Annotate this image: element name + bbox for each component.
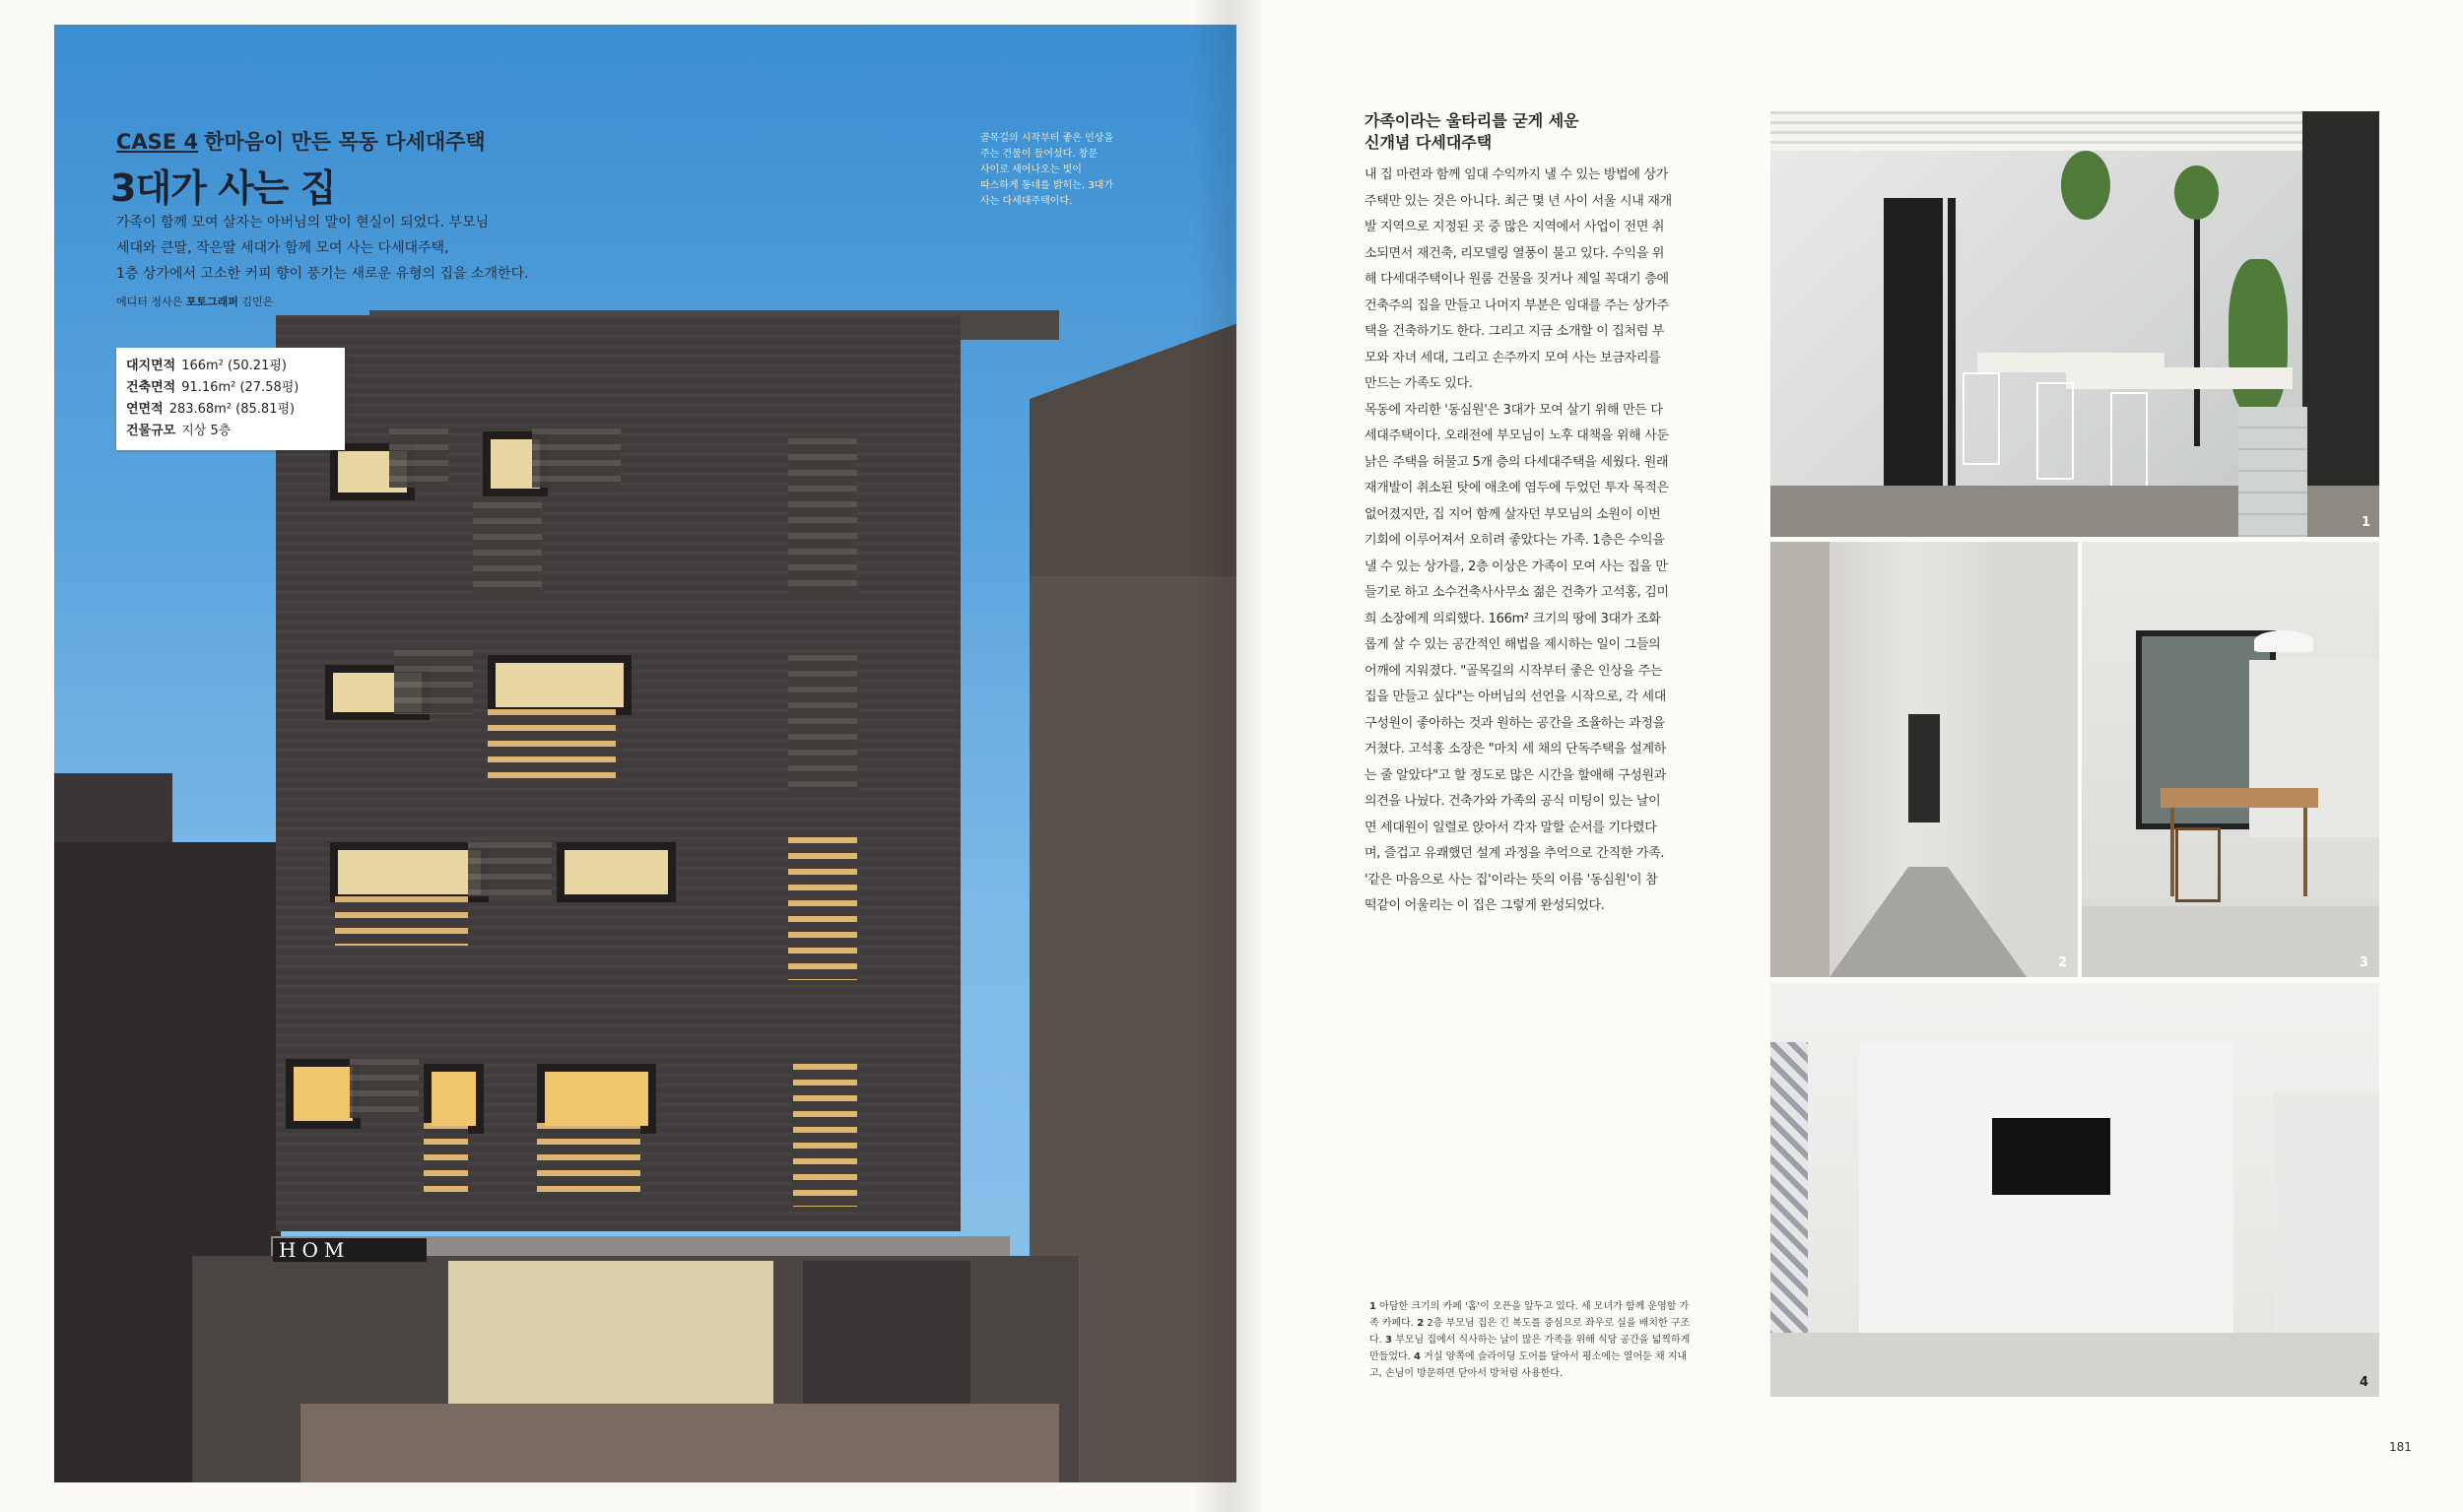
photographer-name: 김민은 <box>241 296 274 308</box>
intro-line: 1층 상가에서 고소한 커피 향이 풍기는 새로운 유형의 집을 소개한다. <box>116 266 529 282</box>
garage-opening <box>803 1261 970 1409</box>
spec-value: 지상 5층 <box>181 424 232 438</box>
body-line: 발 지역으로 지정된 곳 중 많은 지역에서 사업이 전면 취 <box>1365 220 1665 234</box>
caption-line: 주는 건물이 들어섰다. 창문 <box>980 149 1098 160</box>
body-line: 거쳤다. 고석홍 소장은 "마치 세 채의 단독주택을 설계하 <box>1365 742 1667 756</box>
exterior-view <box>2302 111 2379 537</box>
caption-line: 따스하게 동네를 밝히는, 3대가 <box>980 180 1113 191</box>
brick-screen-lit <box>424 1123 468 1202</box>
caption-number: 4 <box>1414 1351 1421 1362</box>
spec-label: 건물규모 <box>126 424 176 438</box>
kitchen-cabinets <box>2249 660 2379 837</box>
case-heading <box>116 126 486 156</box>
spec-value: 283.68m² (85.81평) <box>168 402 296 417</box>
main-building <box>276 315 961 1231</box>
photo-hallway <box>1770 542 2078 977</box>
body-line: 해 다세대주택이나 원룸 건물을 짓거나 제일 꼭대기 층에 <box>1365 272 1669 287</box>
hallway-wall-right <box>1987 542 2078 977</box>
photo-captions <box>1369 1298 1695 1382</box>
caption-line: 사이로 새어나오는 빛이 <box>980 164 1082 175</box>
window <box>330 842 489 902</box>
body-line: 만드는 가족도 있다. <box>1365 376 1473 391</box>
brick-screen <box>350 1059 419 1118</box>
page-number: 181 <box>2389 1440 2412 1454</box>
photo-number: 4 <box>2360 1375 2369 1390</box>
cafe-table <box>2066 367 2293 389</box>
caption-number: 1 <box>1369 1301 1376 1312</box>
body-line: 는 줄 알았다"고 할 정도로 많은 시간을 할애해 구성원과 <box>1365 767 1667 783</box>
photo-living-room <box>1770 983 2379 1397</box>
brick-screen <box>394 650 473 714</box>
spec-row <box>126 421 335 442</box>
window-frame <box>1948 198 1956 513</box>
building-specs-box <box>116 348 345 450</box>
body-line: 기회에 이루어져서 오히려 좋았다는 가족. 1층은 수익을 <box>1365 533 1665 548</box>
window <box>557 842 676 902</box>
body-line: 구성원이 좋아하는 것과 원하는 공간을 조율하는 과정을 <box>1365 715 1665 731</box>
photo-number: 3 <box>2360 955 2369 970</box>
brick-screen <box>788 438 857 596</box>
body-line: 소되면서 재건축, 리모델링 열풍이 불고 있다. 수익을 위 <box>1365 245 1665 261</box>
brick-screen-lit <box>793 1064 857 1207</box>
glass-block-counter <box>2238 407 2307 537</box>
brick-screen <box>389 428 448 488</box>
body-line: 낼 수 있는 상가를, 2층 이상은 가족이 모여 사는 집을 만 <box>1365 559 1668 574</box>
window-frame <box>1884 198 1943 513</box>
heading-line: 가족이라는 울타리를 굳게 세운 <box>1365 111 1579 130</box>
brick-screen <box>788 655 857 793</box>
parking-floor <box>300 1404 1059 1482</box>
section-heading <box>1365 110 1680 154</box>
photo-number: 1 <box>2362 515 2371 530</box>
spec-row <box>126 356 335 377</box>
caption-line: 골목길의 시작부터 좋은 인상을 <box>980 133 1114 144</box>
brick-screen <box>468 842 552 896</box>
spec-value: 91.16m² (27.58평) <box>181 380 300 395</box>
body-line: '같은 마음으로 사는 집'이라는 뜻의 이름 '동심원'이 참 <box>1365 872 1658 887</box>
brick-screen <box>473 502 542 596</box>
potted-tree <box>2229 259 2288 417</box>
body-line: 세대주택이다. 오래전에 부모님이 노후 대책을 위해 사둔 <box>1365 428 1669 443</box>
body-line: 없어졌지만, 집 지어 함께 살자던 부모님의 소원이 이번 <box>1365 506 1661 522</box>
body-line: 모와 자녀 세대, 그리고 손주까지 모여 사는 보금자리를 <box>1365 350 1661 365</box>
brick-screen-lit <box>788 837 857 980</box>
wall-tv <box>1992 1118 2110 1195</box>
article-intro <box>116 210 550 287</box>
caption-text: 아담한 크기의 카페 '홈'이 오픈을 앞두고 있다. 세 모녀가 함께 운영할 가족 카페다. <box>1369 1301 1690 1329</box>
table-leg <box>2170 808 2174 896</box>
hanging-plant <box>2061 151 2110 220</box>
cafe-chair <box>2036 382 2074 480</box>
body-line: 어깨에 지워졌다. "골목길의 시작부터 좋은 인상을 주는 <box>1365 663 1663 679</box>
body-line: 며, 즐겁고 유쾌했던 설계 과정을 추억으로 간직한 가족. <box>1365 846 1665 861</box>
hallway-wall-left <box>1770 542 1830 977</box>
caption-text: 2층 부모님 집은 긴 복도를 중심으로 좌우로 실을 배치한 구조다. <box>1369 1318 1691 1346</box>
case-subtitle: 한마음이 만든 목동 다세대주택 <box>204 130 486 154</box>
spec-row <box>126 399 335 421</box>
body-line: 건축주의 집을 만들고 나머지 부분은 임대를 주는 상가주 <box>1365 297 1669 313</box>
brick-screen-lit <box>537 1123 640 1202</box>
intro-line: 가족이 함께 모여 살자는 아버님의 말이 현실이 되었다. 부모님 <box>116 215 490 230</box>
floor <box>2082 906 2379 977</box>
end-window <box>1908 714 1940 822</box>
body-line: 목동에 자리한 '동심원'은 3대가 모여 살기 위해 만든 다 <box>1365 402 1663 418</box>
body-line: 낡은 주택을 허물고 5개 층의 다세대주택을 세웠다. 원래 <box>1365 454 1669 470</box>
photo-cafe-interior <box>1770 111 2379 537</box>
dining-chair <box>2175 827 2221 902</box>
article-body <box>1365 163 1690 920</box>
spec-row <box>126 377 335 399</box>
caption-text: 부모님 집에서 식사하는 날이 많은 가족을 위해 식당 공간을 넓찍하게 만들었다. <box>1369 1335 1691 1362</box>
heading-line: 신개념 다세대주택 <box>1365 133 1493 152</box>
body-line: 떡같이 어울리는 이 집은 그렇게 완성되었다. <box>1365 898 1605 913</box>
brick-screen <box>532 428 621 488</box>
hanging-plant <box>2174 165 2219 220</box>
article-title: 3대가 사는 집 <box>110 166 336 210</box>
brick-screen-lit <box>335 896 468 946</box>
article-credits <box>116 294 273 309</box>
ceiling <box>1770 111 2379 151</box>
cafe-interior <box>448 1261 773 1409</box>
window <box>488 655 632 715</box>
body-line: 들기로 하고 소수건축사사무소 젊은 건축가 고석홍, 김미 <box>1365 585 1669 600</box>
caption-number: 2 <box>1417 1318 1425 1329</box>
floor <box>1770 1333 2379 1397</box>
spec-label: 건축면적 <box>126 380 176 395</box>
spec-value: 166m² (50.21평) <box>181 359 287 373</box>
cafe-sign: HOM <box>273 1238 427 1262</box>
page-gutter-shadow <box>1192 0 1261 1512</box>
body-line: 롭게 살 수 있는 공간적인 해법을 제시하는 일이 그들의 <box>1365 637 1661 652</box>
body-line: 택을 건축하기도 한다. 그리고 지금 소개할 이 집처럼 부 <box>1365 324 1665 339</box>
intro-line: 세대와 큰딸, 작은딸 세대가 함께 모여 사는 다세대주택, <box>116 240 449 256</box>
hero-photo-caption <box>980 131 1153 210</box>
table-leg <box>2303 808 2307 896</box>
body-line: 면 세대원이 일렬로 앉아서 각자 말할 순서를 기다렸다 <box>1365 820 1657 835</box>
photo-number: 2 <box>2058 955 2068 970</box>
brick-screen-lit <box>488 709 616 783</box>
caption-text: 거실 양쪽에 슬라이딩 도어를 달아서 평소에는 열어둔 채 지내고, 손님이 방문하면 닫아서 방처럼 사용한다. <box>1369 1351 1688 1379</box>
pendant-lamp <box>2254 630 2313 652</box>
cafe-chair <box>1963 372 2000 465</box>
body-line: 희 소장에게 의뢰했다. 166m² 크기의 땅에 3대가 조화 <box>1365 611 1661 626</box>
editor-name: 정사은 <box>151 296 183 308</box>
caption-line: 사는 다세대주택이다. <box>980 196 1073 207</box>
spec-label: 대지면적 <box>126 359 176 373</box>
spec-label: 연면적 <box>126 402 164 417</box>
case-label: CASE 4 <box>116 130 199 154</box>
editor-label: 에디터 <box>116 296 148 308</box>
body-line: 집을 만들고 싶다"는 아버님의 선언을 시작으로, 각 세대 <box>1365 690 1667 704</box>
body-line: 재개발이 취소된 탓에 애초에 염두에 두었던 투자 목적은 <box>1365 481 1669 495</box>
body-line: 의견을 나눴다. 건축가와 가족의 공식 미팅이 있는 날이 <box>1365 794 1661 809</box>
body-line: 주택만 있는 것은 아니다. 최근 몇 년 사이 서울 시내 재개 <box>1365 193 1672 209</box>
photographer-label: 포토그래퍼 <box>185 296 238 308</box>
cafe-chair <box>2110 392 2148 490</box>
caption-number: 3 <box>1385 1335 1392 1346</box>
dining-table <box>2161 788 2318 808</box>
body-line: 내 집 마련과 함께 임대 수익까지 낼 수 있는 방법에 상가 <box>1365 167 1668 182</box>
photo-dining-room <box>2082 542 2379 977</box>
